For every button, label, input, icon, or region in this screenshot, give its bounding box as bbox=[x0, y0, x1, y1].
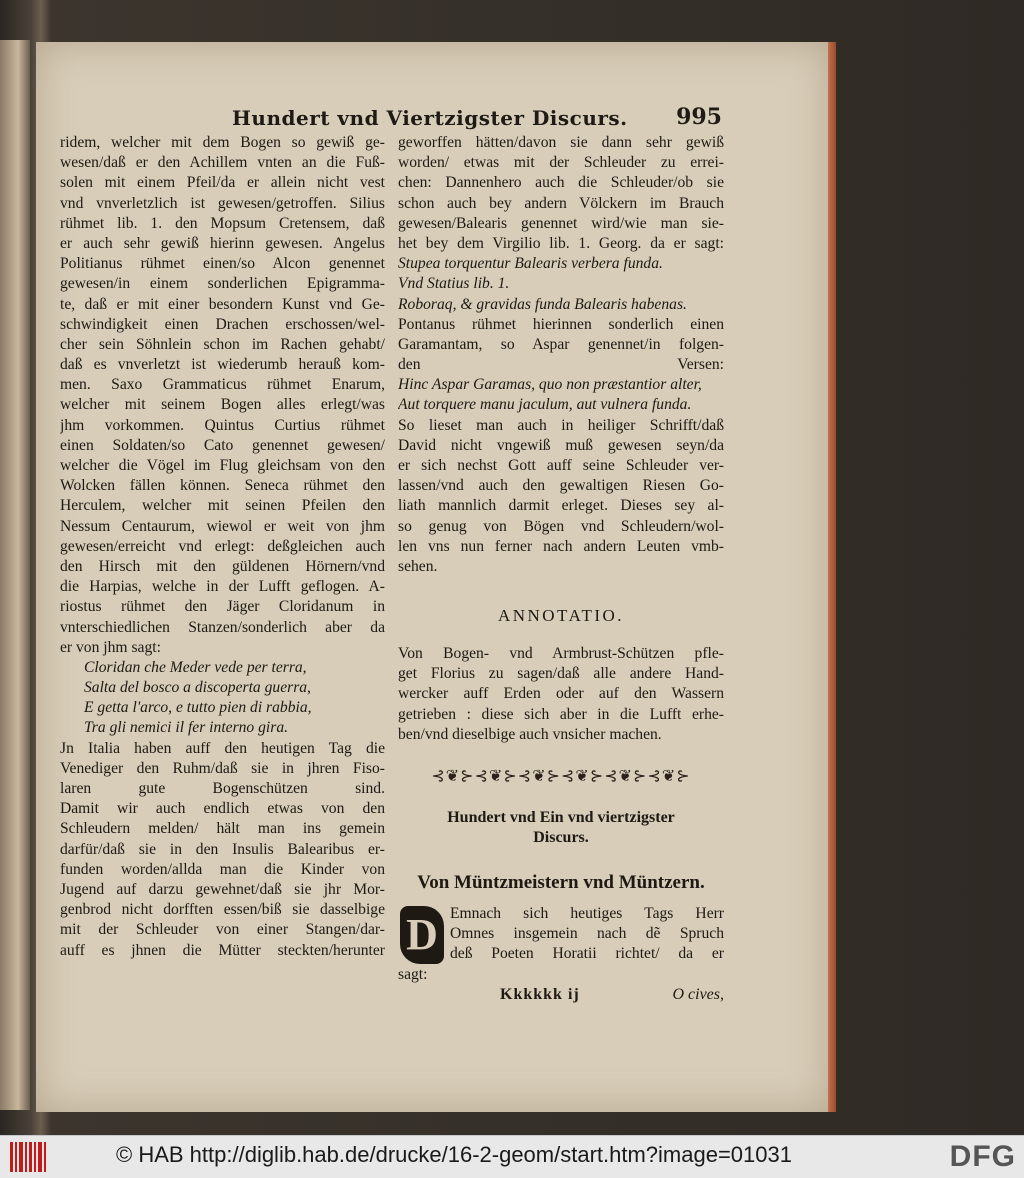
annotatio-line: getrieben : diese sich aber in die Lufft erhe- bbox=[398, 705, 724, 723]
text-line: vnterschiedlichen Stanzen/sonderlich aber da bbox=[60, 618, 385, 636]
text-line: vnd vnverletzlich ist gewesen/getroffen. Silius bbox=[60, 194, 385, 212]
text-line: solen mit einem Pfeil/da er allein nicht vest bbox=[60, 174, 385, 192]
text-line: laren gute Bogenschützen sind. bbox=[60, 780, 385, 797]
text-line: wesen/daß er den Achillem vnten an die Fuß- bbox=[60, 154, 385, 172]
annotatio-line: Von Bogen- vnd Armbrust-Schützen pfle- bbox=[398, 645, 724, 662]
next-discurs-line-2: Discurs. bbox=[533, 829, 589, 846]
hab-barcode-icon bbox=[10, 1142, 48, 1172]
text-line: ridem, welcher mit dem Bogen so gewiß ge- bbox=[60, 134, 385, 151]
text-line: schon auch bey andern Völckern im Brauch bbox=[398, 194, 724, 212]
text-line: len vns nun ferner nach andern Leuten vmb- bbox=[398, 537, 724, 555]
text-line: er sich nechst Gott auff seine Schleuder ver- bbox=[398, 457, 724, 474]
text-line: schwindigkeit einen Drachen erschossen/wel- bbox=[60, 315, 385, 333]
text-line: Jn Italia haben auff den heutigen Tag die bbox=[60, 739, 385, 757]
text-line: die Harpias, welche in der Lufft geflogen. A- bbox=[60, 578, 385, 596]
opening-paragraph bbox=[398, 904, 724, 985]
text-line: funden worden/allda man die Kinder von bbox=[60, 860, 385, 878]
catch-line bbox=[500, 986, 724, 1010]
verse-line: Cloridan che Meder vede per terra, bbox=[84, 658, 307, 676]
dfg-logo: DFG bbox=[949, 1140, 1016, 1173]
next-discurs-line-1: Hundert vnd Ein vnd viertzigster bbox=[447, 809, 675, 826]
verse-line: E getta l'arco, e tutto pien di rabbia, bbox=[84, 699, 312, 717]
text-line: men. Saxo Grammaticus rühmet Enarum, bbox=[60, 376, 385, 394]
annotatio-line: wercker auff Erden oder auf den Wassern bbox=[398, 685, 724, 703]
text-line: Wolcken fällen können. Seneca rühmet den bbox=[60, 477, 385, 495]
decorated-initial: D bbox=[400, 906, 444, 964]
text-line: gewesen/in einem sonderlichen Epigramma- bbox=[60, 275, 385, 293]
text-line: cher sein Söhnlein schon im Rachen gehabt/ bbox=[60, 335, 385, 353]
verse-line: Tra gli nemici il fer interno gira. bbox=[84, 719, 289, 737]
text-line: liath mannlich darmit erleget. Dieses sey al- bbox=[398, 497, 724, 515]
text-line: Venediger den Ruhm/daß sie in jhren Fiso- bbox=[60, 759, 385, 777]
next-discurs-heading bbox=[398, 808, 724, 848]
text-line: Herculem, welcher mit seinen Pfeilen den bbox=[60, 497, 385, 515]
verse-line: Roboraq, & gravidas funda Balearis habenas. bbox=[398, 295, 687, 313]
text-line: worden/ etwas mit der Schleuder zu errei- bbox=[398, 154, 724, 172]
text-line: auff es jhnen die Mütter steckten/herunter bbox=[60, 941, 385, 959]
text-line: het bey dem Virgilio lib. 1. Georg. da er sagt: bbox=[398, 234, 724, 252]
text-line: riostus rühmet den Jäger Cloridanum in bbox=[60, 598, 385, 616]
text-line: jhm vorkommen. Quintus Curtius rühmet bbox=[60, 416, 385, 434]
text-line: gewesen/Balearis genennet wird/wie man sie- bbox=[398, 214, 724, 232]
text-line: Politianus rühmet einen/so Alcon genennet bbox=[60, 255, 385, 273]
text-line: geworffen hätten/davon sie dann sehr gewiß bbox=[398, 134, 724, 151]
text-line: so genug von Bögen vnd Schleudern/wol- bbox=[398, 517, 724, 535]
running-head-title: Hundert vnd Viertzigster Discurs. bbox=[232, 106, 628, 130]
page-edge bbox=[828, 42, 836, 1112]
text-line: gewesen/erreicht vnd erlegt: deßgleichen auch bbox=[60, 537, 385, 555]
text-line: genbrod nicht dorfften essen/biß sie dasselbige bbox=[60, 901, 385, 919]
verse-line: Aut torquere manu jaculum, aut vulnera funda. bbox=[398, 396, 692, 414]
text-line: Pontanus rühmet hierinnen sonderlich einen bbox=[398, 315, 724, 333]
text-line: er von jhm sagt: bbox=[60, 638, 161, 656]
left-column bbox=[60, 133, 385, 961]
text-line: sehen. bbox=[398, 557, 438, 575]
text-line: Jugend auf darzu gewehnet/daß sie jhr Mor- bbox=[60, 880, 385, 898]
running-head bbox=[232, 104, 722, 134]
text-line: darfür/daß sie in den Insulis Balearibus er- bbox=[60, 840, 385, 858]
copyright-link[interactable]: © HAB http://diglib.hab.de/drucke/16-2-geom/start.htm?image=01031 bbox=[116, 1142, 792, 1167]
text-line: den Versen: bbox=[398, 356, 724, 374]
verse-line: Hinc Aspar Garamas, quo non præstantior alter, bbox=[398, 376, 702, 394]
right-column bbox=[398, 133, 724, 577]
text-line: rühmet lib. 1. den Mopsum Cretensem, daß bbox=[60, 214, 385, 232]
text-line: welcher die Vögel im Flug gleichsam von den bbox=[60, 457, 385, 474]
text-line: welcher mit seinem Bogen alles erlegt/was bbox=[60, 396, 385, 414]
catchword: O cives, bbox=[672, 986, 724, 1003]
text-line: er auch sehr gewiß hierinn gewesen. Angelus bbox=[60, 234, 385, 252]
annotatio-heading: ANNOTATIO. bbox=[497, 606, 625, 625]
text-line: te, daß er mit einer besondern Kunst vnd Ge- bbox=[60, 295, 385, 313]
text-line: daß es vnverletzt ist wiederumb herauß kom- bbox=[60, 356, 385, 374]
opening-last-line: sagt: bbox=[398, 965, 428, 983]
text-line: So lieset man auch in heiliger Schrifft/daß bbox=[398, 416, 724, 434]
verse-line: Salta del bosco a discoperta guerra, bbox=[84, 679, 311, 697]
opening-lines bbox=[398, 904, 724, 965]
ornament-divider: ⊰❦⊱⊰❦⊱⊰❦⊱⊰❦⊱⊰❦⊱⊰❦⊱ bbox=[431, 768, 691, 785]
annotatio-text bbox=[398, 644, 724, 745]
topic-heading: Von Müntzmeistern vnd Müntzern. bbox=[417, 872, 705, 893]
text-line: chen: Dannenhero auch die Schleuder/ob sie bbox=[398, 174, 724, 192]
text-line: Nessum Centaurum, wiewol er weit von jhm bbox=[60, 517, 385, 535]
annotatio-line: ben/vnd dieselbige auch vnsicher machen. bbox=[398, 725, 662, 743]
text-line: den Hirsch mit den güldenen Hörnern/vnd bbox=[60, 557, 385, 575]
annotatio-line: get Florius zu sagen/daß alle andere Hand- bbox=[398, 665, 724, 683]
opening-line: Emnach sich heutiges Tags Herr bbox=[450, 905, 724, 922]
opening-line: Omnes insgemein nach dẽ Spruch bbox=[450, 925, 724, 943]
text-line: lassen/vnd auch den gewaltigen Riesen Go- bbox=[398, 477, 724, 495]
text-line: David nicht vngewiß muß gewesen seyn/da bbox=[398, 436, 724, 454]
opening-line: deß Poeten Horatii richtet/ da er bbox=[450, 945, 724, 963]
page-number: 995 bbox=[676, 104, 722, 130]
text-line: Schleudern melden/ hält man ins gemein bbox=[60, 820, 385, 838]
text-line: einen Soldaten/so Cato genennet gewesen/ bbox=[60, 436, 385, 454]
text-line: Vnd Statius lib. 1. bbox=[398, 275, 510, 293]
previous-page-edge bbox=[0, 40, 30, 1110]
text-line: Garamantam, so Aspar genennet/in folgen- bbox=[398, 335, 724, 353]
signature-mark: Kkkkkk ij bbox=[500, 986, 580, 1003]
verse-line: Stupea torquentur Balearis verbera funda. bbox=[398, 255, 663, 273]
text-line: mit der Schleuder von einer Stangen/dar- bbox=[60, 921, 385, 939]
footer-bar bbox=[0, 1135, 1024, 1178]
text-line: Damit wir auch endlich etwas von den bbox=[60, 800, 385, 818]
